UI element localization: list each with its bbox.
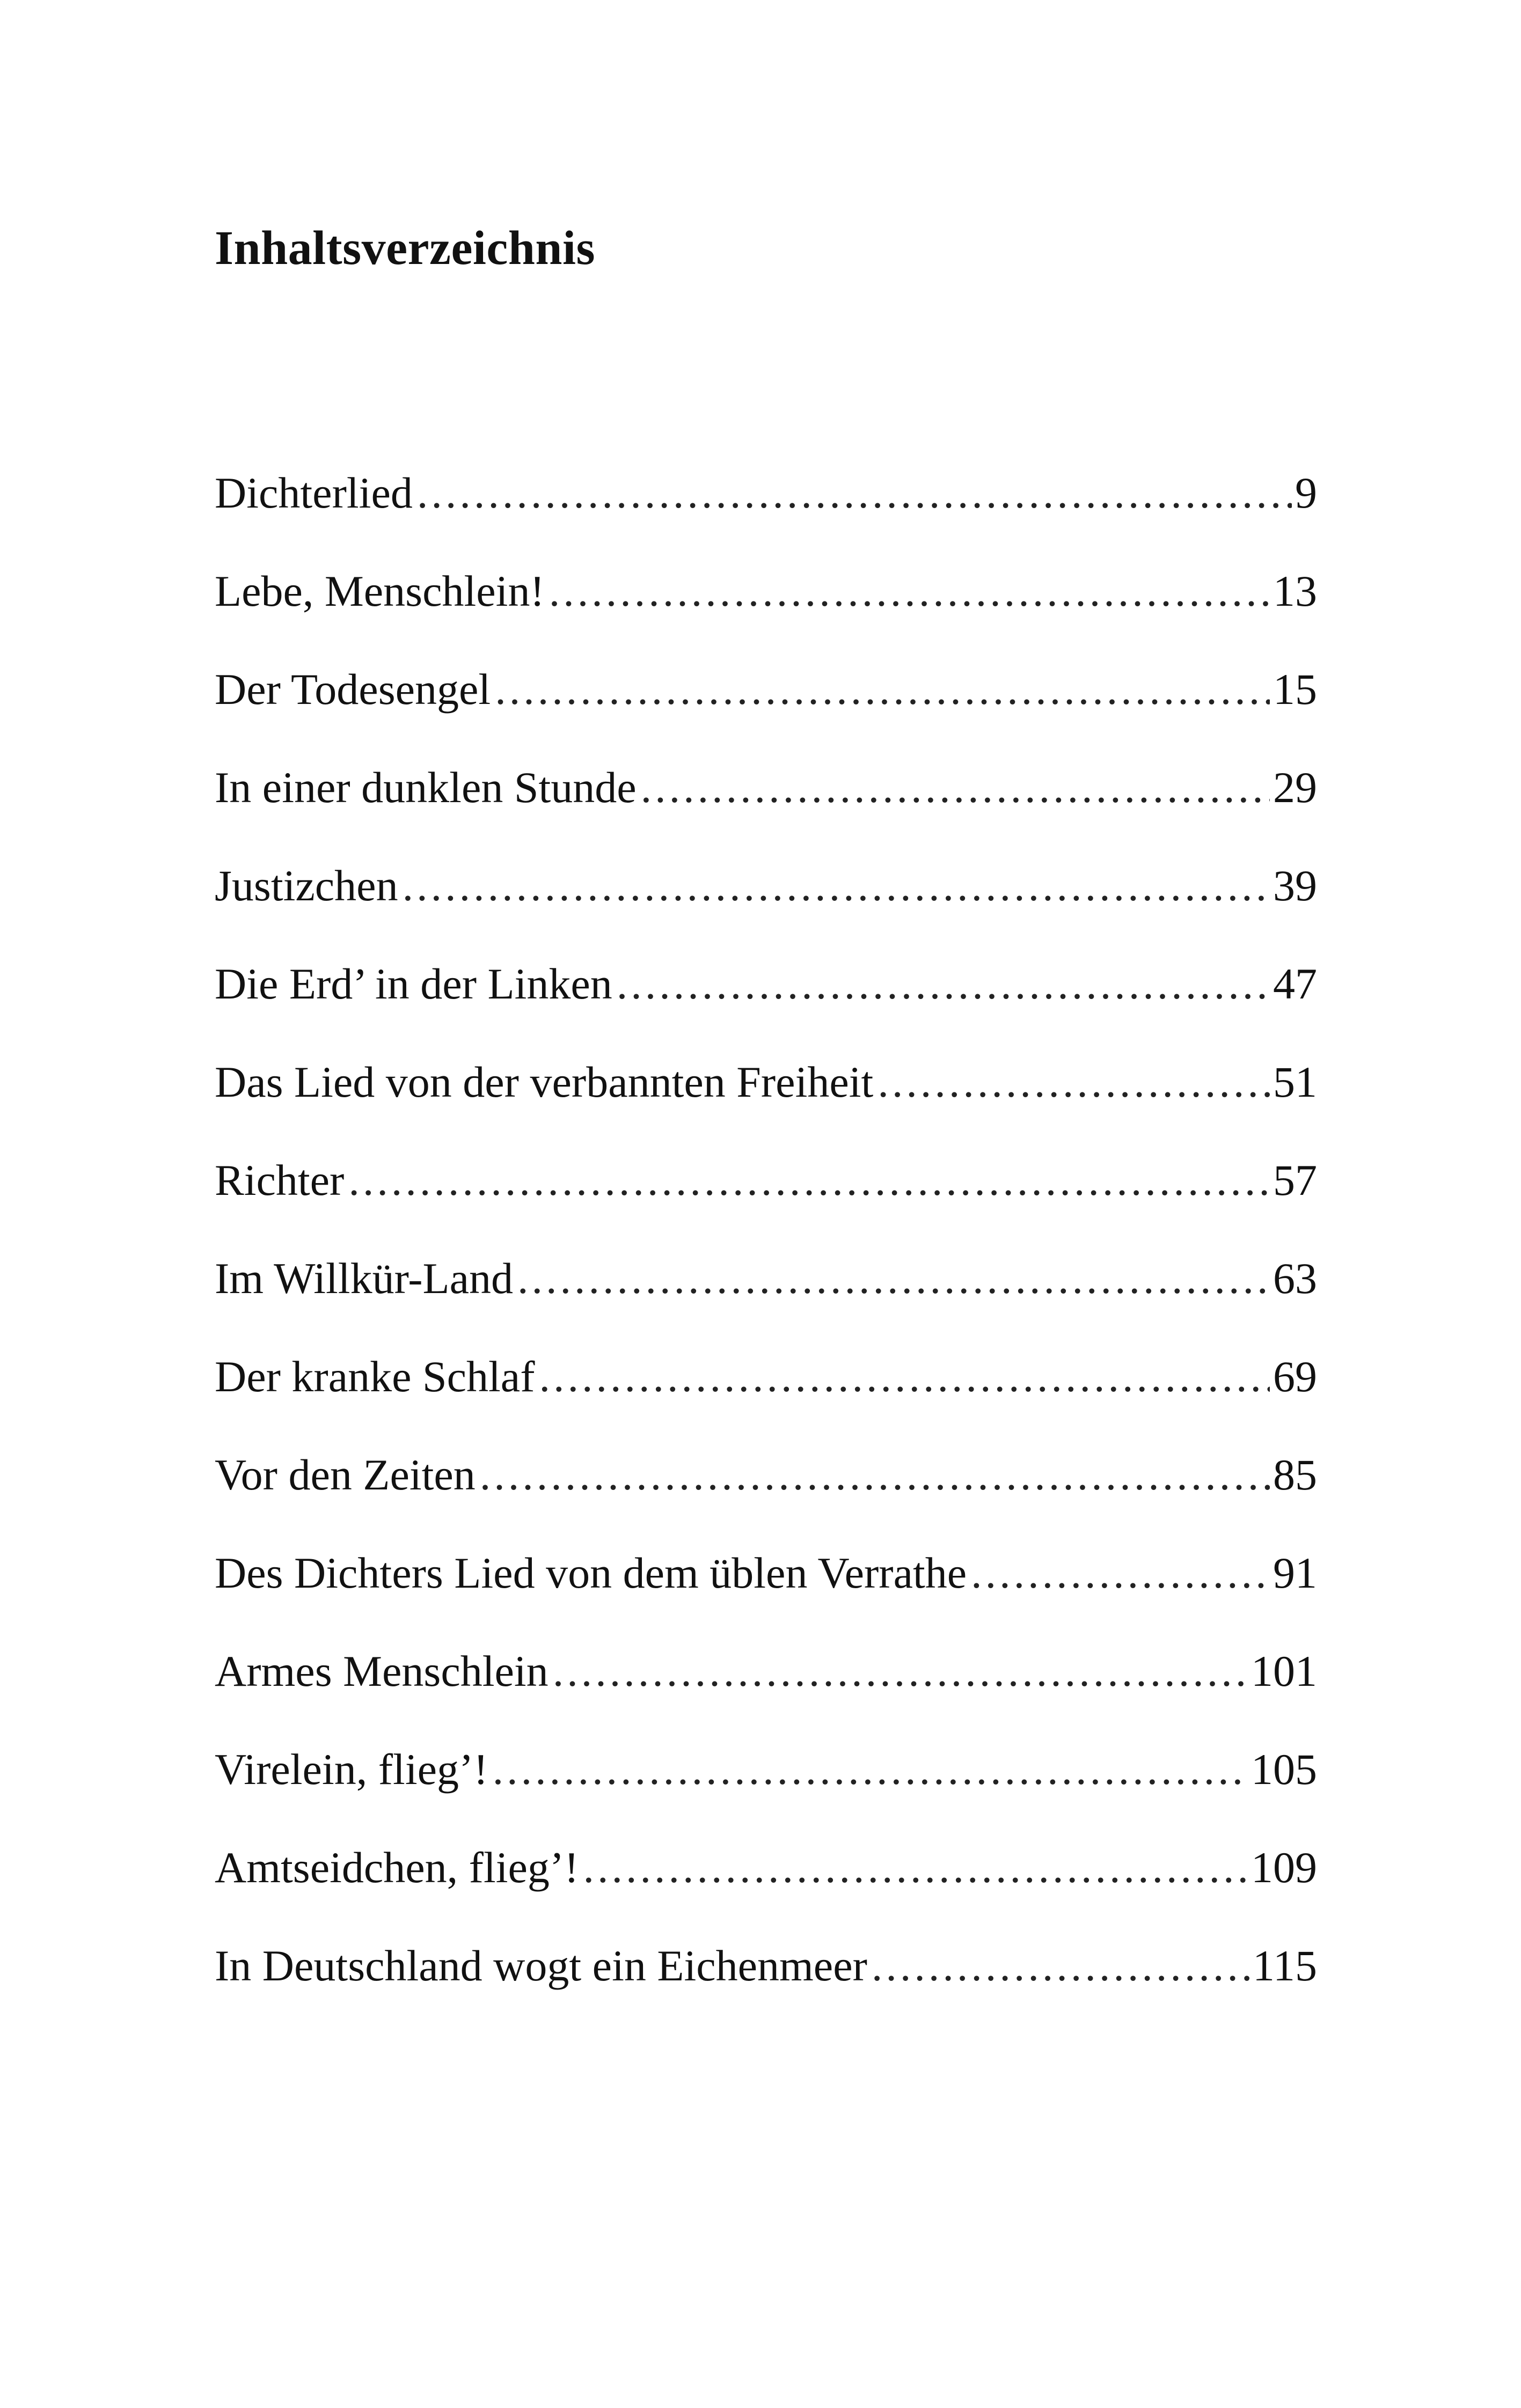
toc-entry-title: Dichterlied <box>215 468 413 517</box>
toc-entry-die-erd-in-der-linken <box>215 959 1317 1060</box>
dot-leader <box>872 1944 1249 1988</box>
toc-page-number: 109 <box>1251 1843 1317 1892</box>
toc-entry-title: Lebe, Menschlein! <box>215 567 545 615</box>
dot-leader <box>348 1158 1270 1202</box>
toc-entry-title: Richter <box>215 1156 345 1205</box>
toc-page-number: 85 <box>1273 1450 1317 1499</box>
toc-entry-title: Im Willkür-Land <box>215 1254 514 1303</box>
toc-page-number: 47 <box>1273 959 1317 1008</box>
toc-entry-des-dichters-lied <box>215 1548 1317 1649</box>
toc-page-number: 51 <box>1273 1058 1317 1106</box>
dot-leader <box>878 1060 1270 1104</box>
toc-entry-title: Justizchen <box>215 861 398 910</box>
dot-leader <box>641 766 1270 810</box>
dot-leader <box>549 569 1270 613</box>
toc-entry-title: Vor den Zeiten <box>215 1450 476 1499</box>
toc-entry-in-deutschland-wogt-ein-eichenmeer <box>215 1941 1317 2042</box>
toc-entry-title: Das Lied von der verbannten Freiheit <box>215 1058 874 1106</box>
dot-leader <box>403 864 1270 908</box>
toc-entry-im-willkuer-land <box>215 1254 1317 1355</box>
dot-leader <box>971 1551 1270 1595</box>
toc-page-number: 29 <box>1273 763 1317 812</box>
toc-entry-title: Amtseidchen, flieg’! <box>215 1843 579 1892</box>
toc-entry-title: In Deutschland wogt ein Eichenmeer <box>215 1941 867 1990</box>
toc-page-number: 105 <box>1251 1745 1317 1794</box>
toc-entry-richter <box>215 1158 1317 1257</box>
toc-entry-in-einer-dunklen-stunde <box>215 763 1317 864</box>
toc-page-number: 115 <box>1253 1941 1317 1990</box>
toc-page-number: 91 <box>1273 1548 1317 1597</box>
toc-page-number: 13 <box>1273 567 1317 615</box>
toc-entry-vor-den-zeiten <box>215 1450 1317 1551</box>
toc-entry-das-lied-von-der-verbannten-freiheit <box>215 1060 1317 1158</box>
toc-page-number: 63 <box>1273 1254 1317 1303</box>
table-of-contents <box>215 468 1317 2042</box>
toc-entry-amtseidchen-flieg <box>215 1843 1317 1944</box>
dot-leader <box>480 1453 1270 1497</box>
page-title: Inhaltsverzeichnis <box>215 222 596 275</box>
toc-entry-armes-menschlein <box>215 1649 1317 1748</box>
dot-leader <box>539 1355 1270 1399</box>
toc-entry-title: Die Erd’ in der Linken <box>215 959 612 1008</box>
dot-leader <box>517 1257 1270 1301</box>
toc-entry-lebe-menschlein <box>215 569 1317 667</box>
toc-entry-title: In einer dunklen Stunde <box>215 763 637 812</box>
toc-page-number: 39 <box>1273 861 1317 910</box>
toc-entry-title: Der Todesengel <box>215 665 491 714</box>
toc-page-number: 101 <box>1251 1647 1317 1695</box>
dot-leader <box>493 1748 1248 1792</box>
toc-entry-title: Virelein, flieg’! <box>215 1745 488 1794</box>
toc-entry-dichterlied <box>215 468 1317 569</box>
toc-page-number: 15 <box>1273 665 1317 714</box>
toc-page-number: 9 <box>1295 468 1317 517</box>
toc-page-number: 69 <box>1273 1352 1317 1401</box>
toc-entry-title: Armes Menschlein <box>215 1647 549 1695</box>
dot-leader <box>417 471 1292 515</box>
toc-page-number: 57 <box>1273 1156 1317 1205</box>
dot-leader <box>617 962 1270 1006</box>
dot-leader <box>553 1649 1248 1693</box>
toc-entry-title: Der kranke Schlaf <box>215 1352 535 1401</box>
toc-entry-der-todesengel <box>215 667 1317 766</box>
dot-leader <box>495 667 1270 711</box>
dot-leader <box>583 1846 1248 1890</box>
toc-entry-title: Des Dichters Lied von dem üblen Verrathe <box>215 1548 967 1597</box>
toc-entry-virelein-flieg <box>215 1745 1317 1846</box>
toc-entry-justizchen <box>215 861 1317 962</box>
toc-entry-der-kranke-schlaf <box>215 1352 1317 1453</box>
